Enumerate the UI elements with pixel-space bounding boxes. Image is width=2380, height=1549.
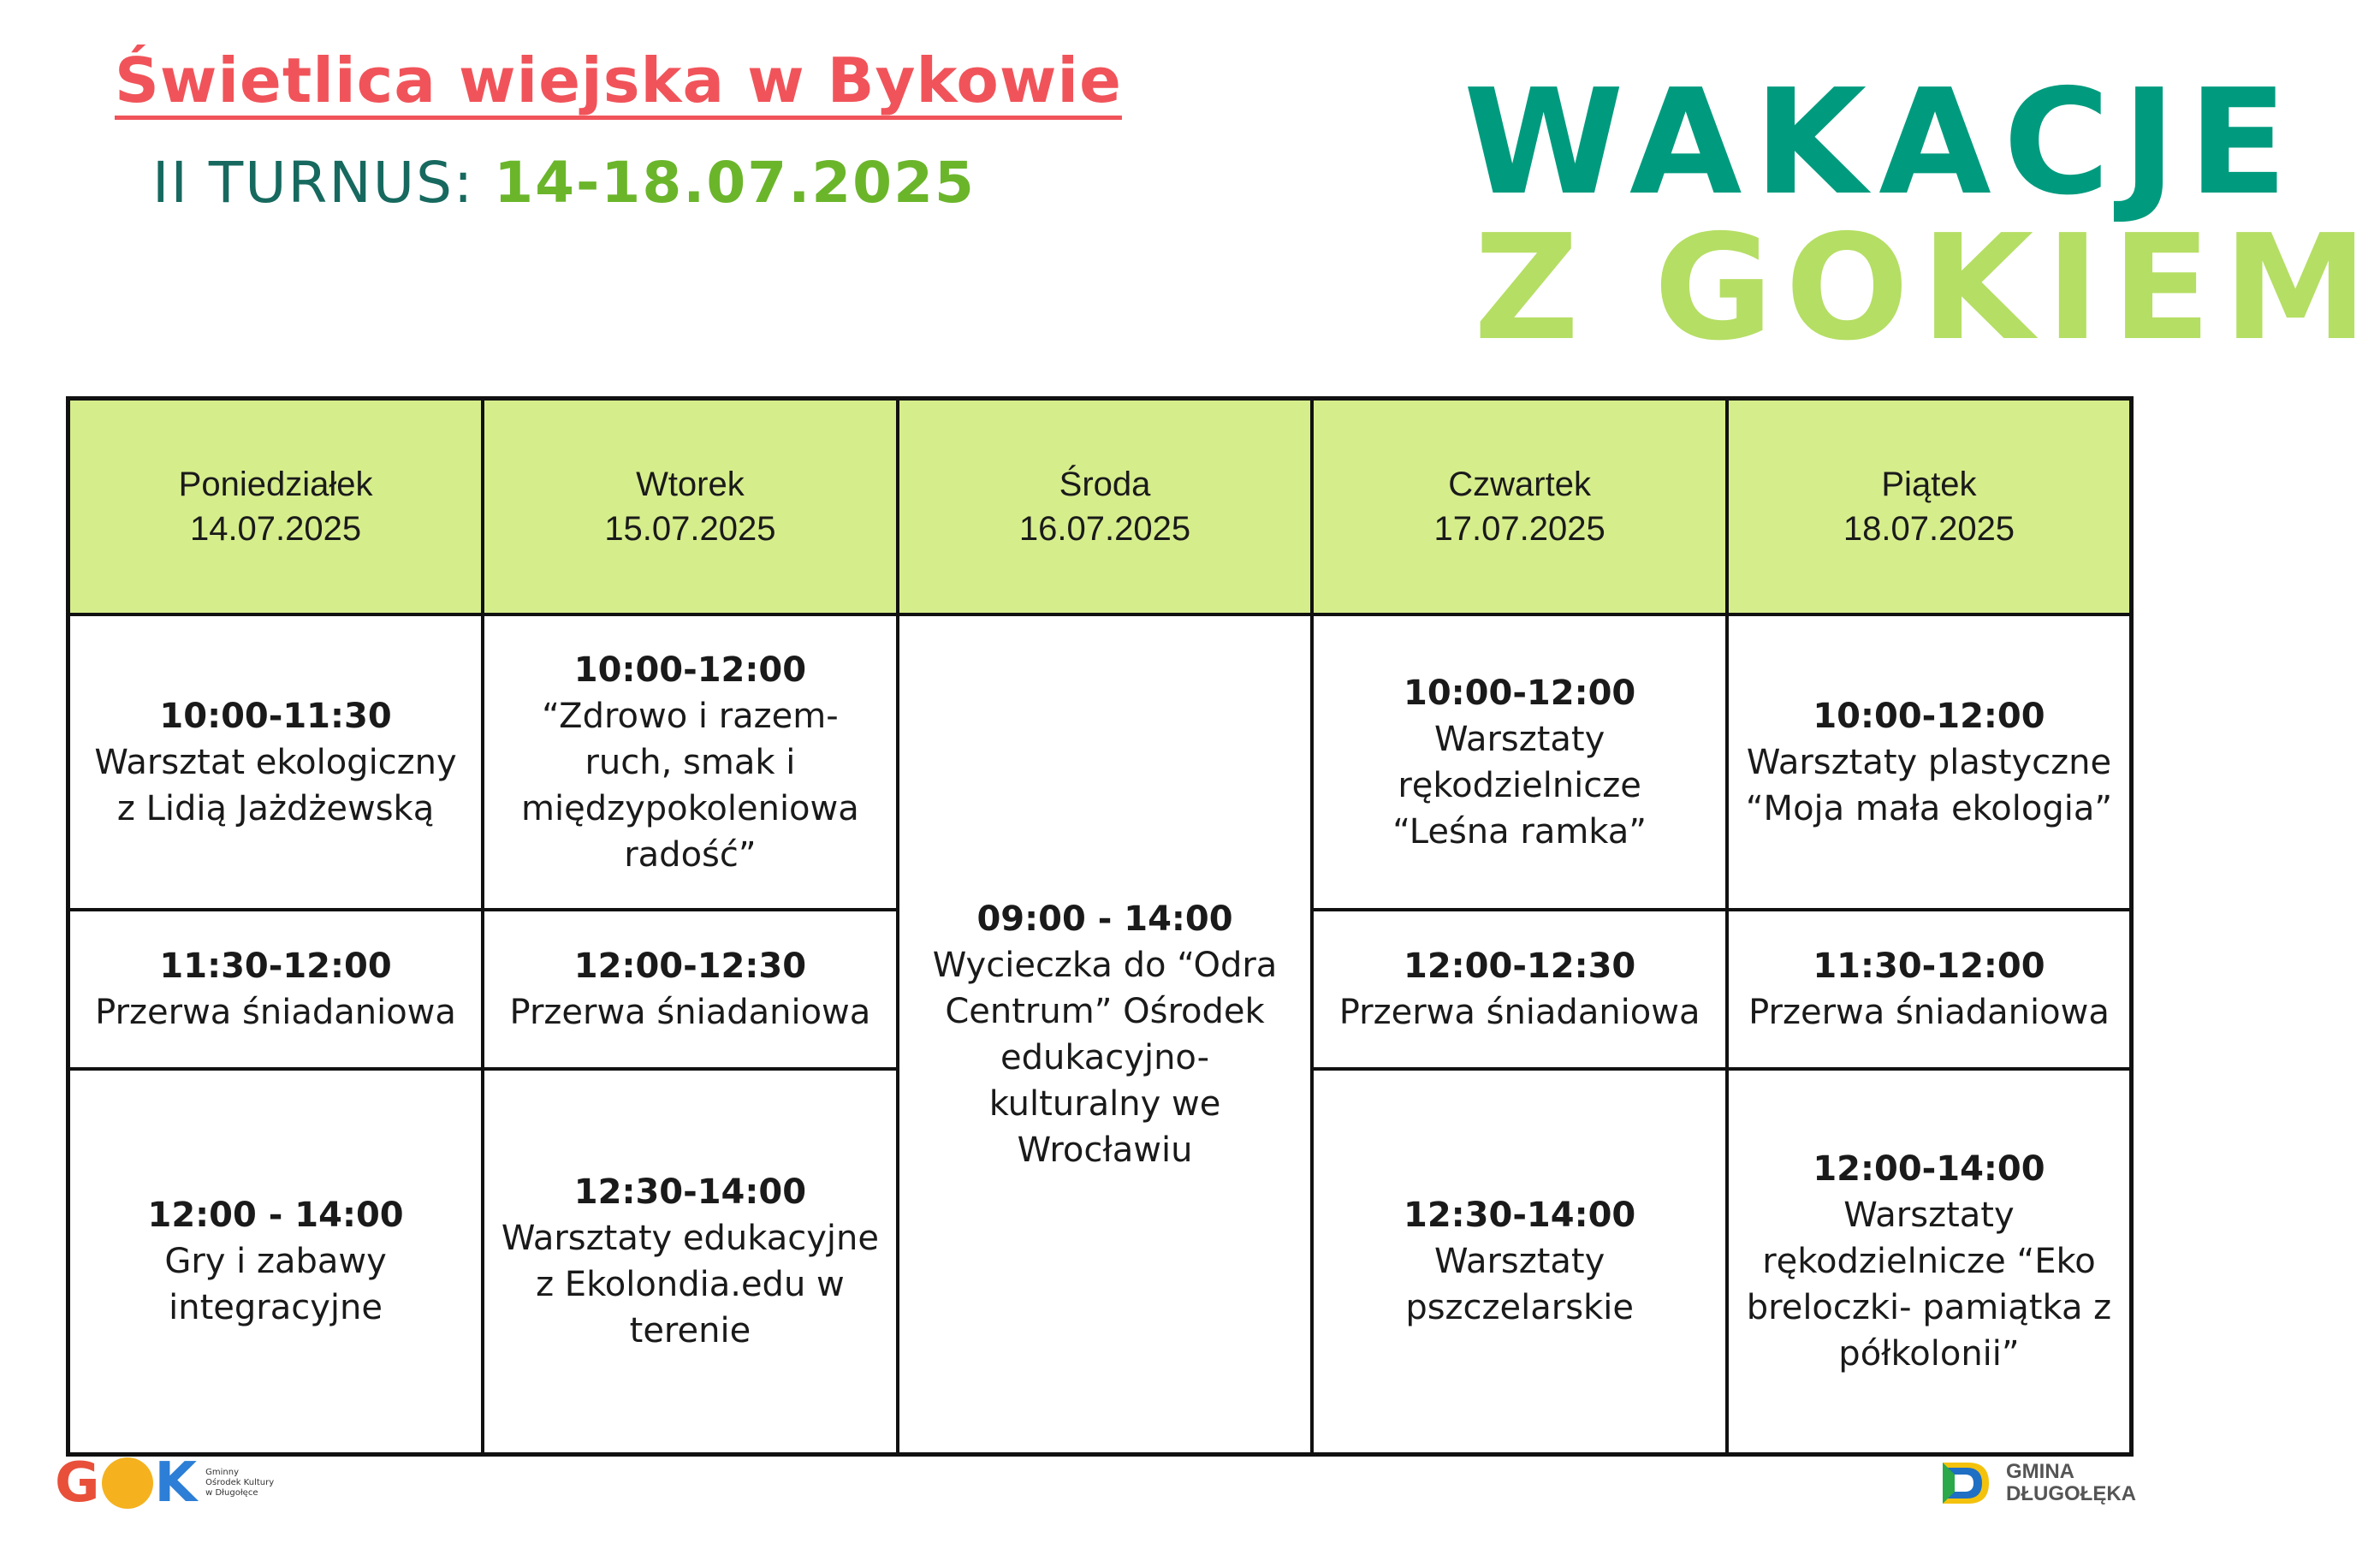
slot-time: 10:00-12:00 <box>1404 673 1636 713</box>
day-date: 16.07.2025 <box>1018 510 1191 548</box>
turnus-line <box>152 150 976 216</box>
slot-fri-3 <box>1727 1069 2132 1455</box>
slot-desc: Warsztaty rękodzielnicze “Eko breloczki- pamiątka z półkolonii” <box>1746 1196 2112 1374</box>
day-name: Poniedziałek <box>178 466 373 503</box>
slot-mon-1 <box>68 614 484 910</box>
slot-desc: Warsztat ekologiczny z Lidią Jażdżewską <box>94 742 457 828</box>
gok-sun-icon <box>102 1457 153 1509</box>
slot-mon-3 <box>68 1069 484 1455</box>
slot-time: 10:00-11:30 <box>159 696 392 736</box>
gok-logo-caption <box>205 1468 274 1499</box>
slot-desc: Warsztaty rękodzielnicze “Leśna ramka” <box>1392 719 1647 852</box>
slot-time: 10:00-12:00 <box>573 650 807 690</box>
day-header-tue <box>483 399 898 615</box>
slot-tue-2 <box>483 910 898 1069</box>
day-date: 18.07.2025 <box>1843 510 2015 548</box>
gok-logo-mark: G K <box>55 1451 198 1515</box>
brand-line-2: Z GOKIEM <box>1474 204 2380 373</box>
slot-thu-2 <box>1312 910 1727 1069</box>
slot-time: 12:30-14:00 <box>573 1172 807 1212</box>
turnus-label: II TURNUS: <box>152 150 495 216</box>
table-row <box>68 614 2132 910</box>
slot-time: 11:30-12:00 <box>159 947 392 986</box>
slot-time: 12:00-12:30 <box>1404 947 1636 986</box>
turnus-dates: 14-18.07.2025 <box>494 150 976 216</box>
slot-fri-1 <box>1727 614 2132 910</box>
day-name: Wtorek <box>636 466 745 503</box>
day-name: Środa <box>1059 466 1151 503</box>
gok-caption-line: w Długołęce <box>205 1488 258 1498</box>
day-name: Czwartek <box>1448 466 1591 503</box>
slot-desc: Wycieczka do “Odra Centrum” Ośrodek edukacyjno-kulturalny we Wrocławiu <box>932 945 1278 1170</box>
brand-line-1: WAKACJE <box>1463 58 2300 228</box>
slot-desc: “Zdrowo i razem- ruch, smak i międzypokoleniowa radość” <box>521 696 859 875</box>
slot-desc: Przerwa śniadaniowa <box>509 993 871 1032</box>
day-date: 14.07.2025 <box>189 510 362 548</box>
slot-desc: Przerwa śniadaniowa <box>1338 993 1700 1032</box>
day-date: 15.07.2025 <box>604 510 776 548</box>
slot-thu-1 <box>1312 614 1727 910</box>
slot-desc: Gry i zabawy integracyjne <box>164 1242 387 1327</box>
slot-tue-1 <box>483 614 898 910</box>
day-header-wed <box>898 399 1313 615</box>
gmina-logo-text <box>2006 1461 2136 1505</box>
gok-caption-line: Ośrodek Kultury <box>205 1478 275 1487</box>
slot-time: 12:00-12:30 <box>573 947 807 986</box>
gmina-line-1: GMINA <box>2006 1460 2074 1483</box>
header-row <box>68 399 2132 615</box>
slot-desc: Warsztaty pszczelarskie <box>1405 1242 1634 1327</box>
slot-time: 12:00-14:00 <box>1813 1149 2045 1189</box>
slot-wed-1 <box>898 614 1313 1455</box>
page-title: Świetlica wiejska w Bykowie <box>115 45 1122 116</box>
day-date: 17.07.2025 <box>1433 510 1605 548</box>
gmina-line-2: DŁUGOŁĘKA <box>2006 1482 2136 1505</box>
day-header-thu <box>1312 399 1727 615</box>
slot-fri-2 <box>1727 910 2132 1069</box>
slot-time: 12:30-14:00 <box>1404 1196 1636 1235</box>
slot-thu-3 <box>1312 1069 1727 1455</box>
day-header-fri <box>1727 399 2132 615</box>
slot-time: 09:00 - 14:00 <box>976 899 1233 939</box>
gmina-emblem-icon <box>1939 1459 1992 1507</box>
gmina-logo <box>1939 1459 2136 1507</box>
slot-desc: Warsztaty edukacyjne z Ekolondia.edu w terenie <box>501 1219 879 1350</box>
slot-time: 10:00-12:00 <box>1813 696 2045 736</box>
slot-time: 11:30-12:00 <box>1813 947 2045 986</box>
slot-time: 12:00 - 14:00 <box>147 1196 404 1235</box>
day-header-mon <box>68 399 484 615</box>
day-name: Piątek <box>1881 466 1977 503</box>
slot-mon-2 <box>68 910 484 1069</box>
schedule-table <box>66 396 2134 1457</box>
slot-desc: Warsztaty plastyczne “Moja mała ekologia” <box>1745 742 2113 828</box>
gok-logo <box>55 1453 274 1513</box>
slot-desc: Przerwa śniadaniowa <box>1748 993 2110 1032</box>
slot-desc: Przerwa śniadaniowa <box>95 993 456 1032</box>
gok-caption-line: Gminny <box>205 1468 239 1477</box>
slot-tue-3 <box>483 1069 898 1455</box>
